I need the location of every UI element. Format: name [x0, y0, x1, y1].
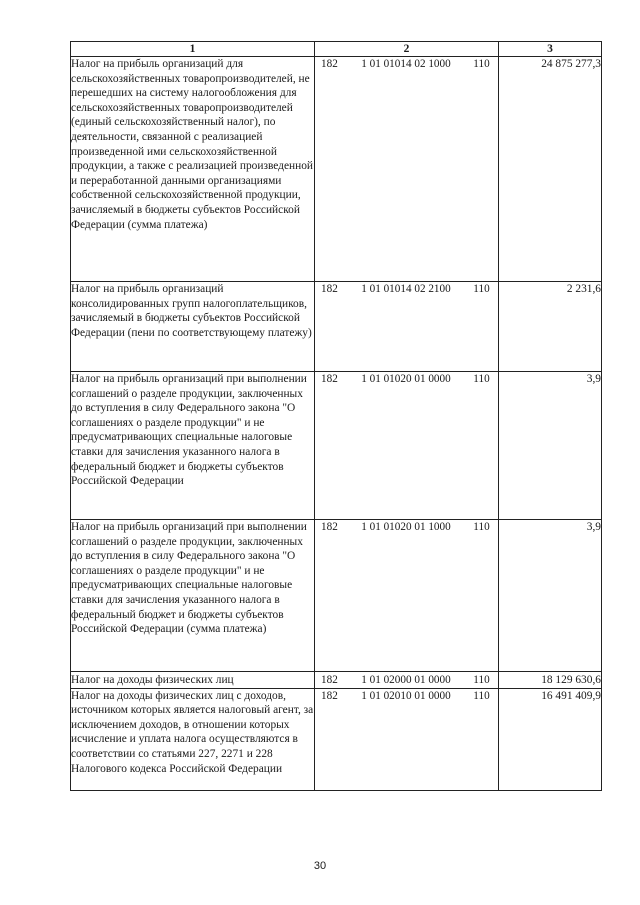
budget-code: 1 01 01014 02 2100 [361, 283, 451, 295]
table-row [71, 520, 602, 672]
row-code-cell [315, 520, 499, 672]
row-name: Налог на доходы физических лиц с доходов, источником которых является налоговый агент, за исключением доходов, в отношении которых исчисление и уплата налога осуществляются в соответствии со статьями 227, 2271 и 228 Налогового кодекса Российской Федерации [71, 688, 315, 790]
sub-code: 110 [473, 373, 490, 385]
revenue-table [70, 41, 602, 791]
sub-code: 110 [473, 283, 490, 295]
row-name: Налог на прибыль организаций при выполнении соглашений о разделе продукции, заключенных до вступления в силу Федерального закона "О соглашениях о разделе продукции" и не предусматривающих специальные налоговые ставки для зачисления указанного налога в федеральный бюджет и бюджеты субъектов Российской Федерации [71, 372, 315, 520]
sub-code: 110 [473, 689, 490, 702]
table-row [71, 372, 602, 520]
admin-code: 182 [321, 283, 338, 295]
table-row [71, 672, 602, 689]
budget-code: 1 01 02010 01 0000 [361, 689, 451, 702]
row-amount: 3,9 [499, 520, 602, 672]
budget-code: 1 01 01020 01 1000 [361, 521, 451, 533]
admin-code: 182 [321, 58, 338, 70]
row-name: Налог на прибыль организаций при выполнении соглашений о разделе продукции, заключенных до вступления в силу Федерального закона "О соглашениях о разделе продукции" и не предусматривающих специальные налоговые ставки для зачисления указанного налога в федеральный бюджет и бюджеты субъектов Российской Федерации (сумма платежа) [71, 520, 315, 672]
column-header-3: 3 [499, 42, 602, 57]
table-row [71, 57, 602, 282]
row-amount: 16 491 409,9 [499, 688, 602, 790]
row-code-cell [315, 672, 499, 689]
row-amount: 24 875 277,3 [499, 57, 602, 282]
budget-code: 1 01 01014 02 1000 [361, 58, 451, 70]
row-amount: 2 231,6 [499, 282, 602, 372]
budget-code: 1 01 02000 01 0000 [361, 674, 451, 686]
row-amount: 3,9 [499, 372, 602, 520]
row-code-cell [315, 372, 499, 520]
sub-code: 110 [473, 674, 490, 686]
column-header-2: 2 [315, 42, 499, 57]
page-number: 30 [313, 860, 327, 872]
table-row [71, 688, 602, 790]
row-name: Налог на доходы физических лиц [71, 672, 315, 689]
header-row [71, 42, 602, 57]
admin-code: 182 [321, 674, 338, 686]
row-code-cell [315, 282, 499, 372]
budget-code: 1 01 01020 01 0000 [361, 373, 451, 385]
admin-code: 182 [321, 689, 338, 702]
column-header-1: 1 [71, 42, 315, 57]
sub-code: 110 [473, 58, 490, 70]
table-row [71, 282, 602, 372]
row-name: Налог на прибыль организаций консолидированных групп налогоплательщиков, зачисляемый в бюджеты субъектов Российской Федерации (пени по соответствующему платежу) [71, 282, 315, 372]
row-code-cell [315, 57, 499, 282]
admin-code: 182 [321, 373, 338, 385]
sub-code: 110 [473, 521, 490, 533]
row-code-cell [315, 688, 499, 790]
row-name: Налог на прибыль организаций для сельскохозяйственных товаропроизводителей, не перешедших на систему налогообложения для сельскохозяйственных товаропроизводителей (единый сельскохозяйственный налог), по деятельности, связанной с реализацией произведенной ими сельскохозяйственной продукции, а также с реализацией произведенной и переработанной данными организациями собственной сельскохозяйственной продукции, зачисляемый в бюджеты субъектов Российской Федерации (сумма платежа) [71, 57, 315, 282]
admin-code: 182 [321, 521, 338, 533]
row-amount: 18 129 630,6 [499, 672, 602, 689]
